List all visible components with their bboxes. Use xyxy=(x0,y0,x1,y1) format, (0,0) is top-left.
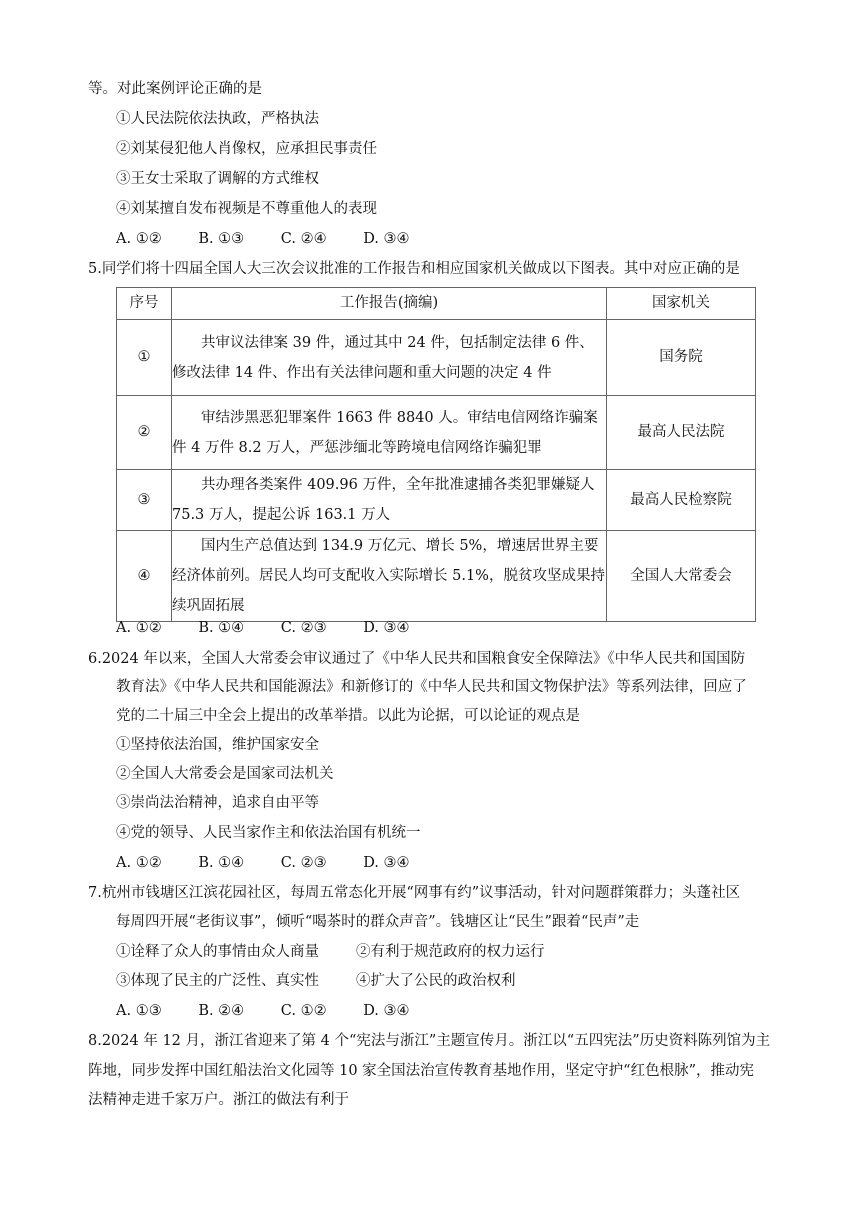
row-report xyxy=(172,470,607,531)
q7-stem-line-2: 每周四开展“老街议事”，倾听“喝茶时的群众声音”。钱塘区让“民生”跟着“民声”走 xyxy=(116,914,640,930)
q4-option-d[interactable]: D. ③④ xyxy=(363,231,410,247)
work-report-table xyxy=(116,287,756,622)
q7-options xyxy=(116,1004,442,1019)
header-report: 工作报告(摘编) xyxy=(172,288,607,320)
q4-item-1: ①人民法院依法执政，严格执法 xyxy=(116,111,319,127)
q5-option-b[interactable]: B. ①④ xyxy=(198,620,245,636)
q7-option-d[interactable]: D. ③④ xyxy=(363,1003,410,1019)
q7-item-1: ①诠释了众人的事情由众人商量 xyxy=(116,944,319,960)
q4-option-c[interactable]: C. ②④ xyxy=(280,231,327,247)
q4-stem-tail: 等。对此案例评论正确的是 xyxy=(88,81,262,97)
table-header-row xyxy=(117,288,756,320)
q6-option-a[interactable]: A. ①② xyxy=(116,855,162,871)
q5-option-d[interactable]: D. ③④ xyxy=(363,620,410,636)
table-row xyxy=(117,531,756,622)
row-organ: 全国人大常委会 xyxy=(607,531,756,622)
q5-option-c[interactable]: C. ②③ xyxy=(280,620,327,636)
q5-stem: 5.同学们将十四届全国人大三次会议批准的工作报告和相应国家机关做成以下图表。其中对应正确的是 xyxy=(88,261,740,277)
q6-item-3: ③崇尚法治精神，追求自由平等 xyxy=(116,795,319,811)
q6-option-c[interactable]: C. ②③ xyxy=(280,855,327,871)
row-number: ① xyxy=(117,320,172,396)
report-text: 审结涉黑恶犯罪案件 1663 件 8840 人。审结电信网络诈骗案件 4 万件 8.2 万人，严惩涉缅北等跨境电信网络诈骗犯罪 xyxy=(172,409,598,456)
q6-stem-line-1: 6.2024 年以来，全国人大常委会审议通过了《中华人民共和国粮食安全保障法》《中华人民共和国国防 xyxy=(88,651,746,667)
table-row xyxy=(117,396,756,470)
q8-stem-line-2: 阵地，同步发挥中国红船法治文化园等 10 家全国法治宣传教育基地作用，坚定守护“红色根脉”，推动宪 xyxy=(88,1063,754,1079)
q8-stem-line-1: 8.2024 年 12 月，浙江省迎来了第 4 个“宪法与浙江”主题宣传月。浙江以“五四宪法”历史资料陈列馆为主 xyxy=(88,1033,771,1049)
header-number: 序号 xyxy=(117,288,172,320)
row-organ: 最高人民检察院 xyxy=(607,470,756,531)
q6-stem-line-3: 党的二十届三中全会上提出的改革举措。以此为论据，可以论证的观点是 xyxy=(116,708,580,724)
report-text: 国内生产总值达到 134.9 万亿元、增长 5%，增速居世界主要经济体前列。居民人均可支配收入实际增长 5.1%，脱贫攻坚成果持续巩固拓展 xyxy=(172,538,605,614)
q7-item-3: ③体现了民主的广泛性、真实性 xyxy=(116,973,319,989)
row-report xyxy=(172,531,607,622)
header-organ: 国家机关 xyxy=(607,288,756,320)
q6-stem-line-2: 教育法》《中华人民共和国能源法》和新修订的《中华人民共和国文物保护法》等系列法律，回应了 xyxy=(116,679,747,695)
q7-option-c[interactable]: C. ①② xyxy=(280,1003,327,1019)
q4-option-a[interactable]: A. ①② xyxy=(116,231,162,247)
q6-options xyxy=(116,856,442,871)
report-text: 共办理各类案件 409.96 万件，全年批准逮捕各类犯罪嫌疑人 75.3 万人，提起公诉 163.1 万人 xyxy=(172,477,595,523)
q4-item-2: ②刘某侵犯他人肖像权，应承担民事责任 xyxy=(116,141,377,157)
q4-item-4: ④刘某擅自发布视频是不尊重他人的表现 xyxy=(116,201,377,217)
q4-options xyxy=(116,232,442,247)
q6-option-b[interactable]: B. ①④ xyxy=(198,855,245,871)
q7-option-a[interactable]: A. ①③ xyxy=(116,1003,162,1019)
q7-item-2: ②有利于规范政府的权力运行 xyxy=(356,944,545,960)
table-row xyxy=(117,320,756,396)
report-text: 共审议法律案 39 件，通过其中 24 件，包括制定法律 6 件、修改法律 14 件、作出有关法律问题和重大问题的决定 4 件 xyxy=(172,334,594,381)
q4-item-3: ③王女士采取了调解的方式维权 xyxy=(116,171,319,187)
q7-item-4: ④扩大了公民的政治权利 xyxy=(356,973,516,989)
q6-item-2: ②全国人大常委会是国家司法机关 xyxy=(116,766,334,782)
q8-stem-line-3: 法精神走进千家万户。浙江的做法有利于 xyxy=(88,1092,349,1108)
q6-option-d[interactable]: D. ③④ xyxy=(363,855,410,871)
q6-item-4: ④党的领导、人民当家作主和依法治国有机统一 xyxy=(116,825,421,841)
q7-option-b[interactable]: B. ②④ xyxy=(198,1003,245,1019)
q7-stem-line-1: 7.杭州市钱塘区江滨花园社区，每周五常态化开展“网事有约”议事活动，针对问题群策群力；头蓬社区 xyxy=(88,885,741,901)
row-number: ② xyxy=(117,396,172,470)
row-organ: 国务院 xyxy=(607,320,756,396)
q5-option-a[interactable]: A. ①② xyxy=(116,620,162,636)
row-number: ④ xyxy=(117,531,172,622)
q5-options xyxy=(116,621,442,636)
row-report xyxy=(172,320,607,396)
row-report xyxy=(172,396,607,470)
row-organ: 最高人民法院 xyxy=(607,396,756,470)
row-number: ③ xyxy=(117,470,172,531)
q6-item-1: ①坚持依法治国，维护国家安全 xyxy=(116,737,319,753)
q4-option-b[interactable]: B. ①③ xyxy=(198,231,245,247)
table-row xyxy=(117,470,756,531)
